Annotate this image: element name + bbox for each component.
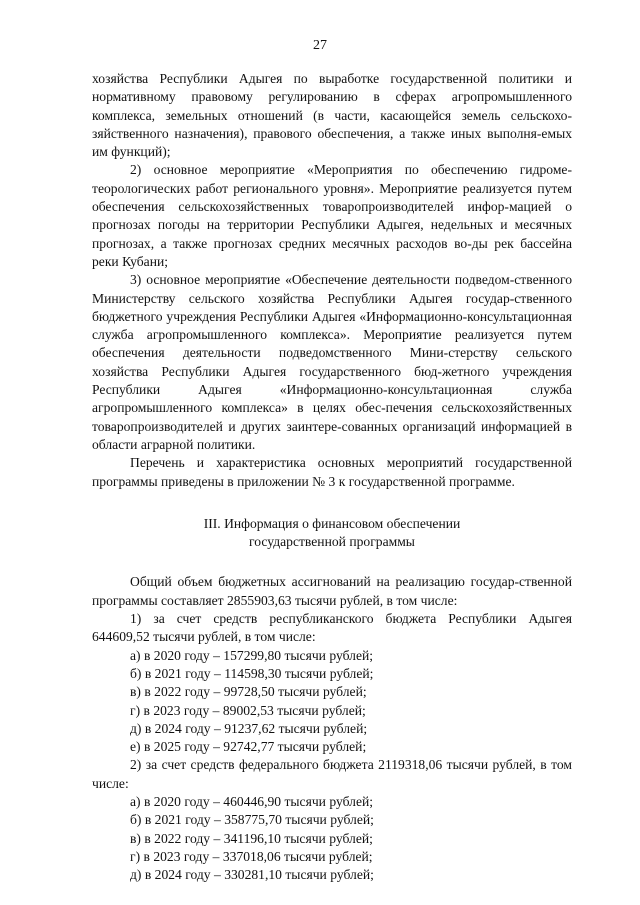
section-heading-line-2: государственной программы bbox=[249, 534, 415, 550]
paragraph-hydromet-measure: 2) основное мероприятие «Мероприятия по обеспечению гидроме-теорологических работ регионального уровня». Мероприятие реализуется путем обеспечения сельскохозяйственных товаропроизводителей инфор-мацией о прогнозах погоды на территории Республики Адыгея, недельных и месячных прогнозах, а также прогнозах средних месячных расходов во-ды рек бассейна реки Кубани; bbox=[92, 162, 572, 269]
paragraph-regional-budget: 1) за счет средств республиканского бюджета Республики Адыгея 644609,52 тысячи рублей, в том числе: bbox=[92, 611, 572, 645]
list-item: д) в 2024 году – 91237,62 тысячи рублей; bbox=[130, 720, 368, 736]
list-item: а) в 2020 году – 460446,90 тысячи рублей; bbox=[130, 793, 374, 809]
list-item: д) в 2024 году – 330281,10 тысячи рублей; bbox=[130, 867, 374, 883]
list-item: б) в 2021 году – 114598,30 тысячи рублей; bbox=[130, 665, 374, 681]
paragraph-ministry-functions: хозяйства Республики Адыгея по выработке государственной политики и нормативному правовому регулированию в сферах агропромышленного комплекса, земельных отношений (в части, касающейся земель сельскохо-зяйственного назначения), правового обеспечения, а также иных выполня-емых им функций); bbox=[92, 71, 572, 160]
list-item: в) в 2022 году – 341196,10 тысячи рублей; bbox=[130, 830, 373, 846]
list-item: а) в 2020 году – 157299,80 тысячи рублей; bbox=[130, 647, 374, 663]
list-item: б) в 2021 году – 358775,70 тысячи рублей; bbox=[130, 812, 374, 828]
paragraph-measures-list-reference: Перечень и характеристика основных мероприятий государственной программы приведены в приложении № 3 к государственной программе. bbox=[92, 455, 572, 489]
regional-budget-list bbox=[92, 647, 572, 757]
page-number: 27 bbox=[313, 38, 327, 53]
list-item: в) в 2022 году – 99728,50 тысячи рублей; bbox=[130, 684, 367, 700]
list-item: е) в 2025 году – 92742,77 тысячи рублей; bbox=[130, 739, 367, 755]
federal-budget-list bbox=[92, 793, 572, 884]
paragraph-total-funding: Общий объем бюджетных ассигнований на реализацию государ-ственной программы составляет 2855903,63 тысячи рублей, в том числе: bbox=[92, 574, 572, 608]
list-item: г) в 2023 году – 89002,53 тысячи рублей; bbox=[130, 702, 366, 718]
document-body bbox=[92, 70, 572, 884]
list-item: г) в 2023 году – 337018,06 тысячи рублей; bbox=[130, 848, 373, 864]
section-heading-line-1: III. Информация о финансовом обеспечении bbox=[203, 515, 461, 531]
paragraph-info-service-measure: 3) основное мероприятие «Обеспечение деятельности подведом-ственного Министерству сельского хозяйства Республики Адыгея государ-ственного бюджетного учреждения Республики Адыгея «Информационно-консультационная служба агропромышленного комплекса». Мероприятие реализуется путем обеспечения деятельности подведомственного Мини-стерству сельского хозяйства Республики Адыгея государственного бюд-жетного учреждения Республики Адыгея «Информационно-консультационная служба агропромышленного комплекса» в целях обес-печения сельскохозяйственных товаропроизводителей и других заинтере-сованных организаций информацией в области аграрной политики. bbox=[92, 272, 572, 452]
paragraph-federal-budget: 2) за счет средств федерального бюджета 2119318,06 тысячи рублей, в том числе: bbox=[92, 757, 572, 791]
section-heading bbox=[92, 515, 572, 552]
